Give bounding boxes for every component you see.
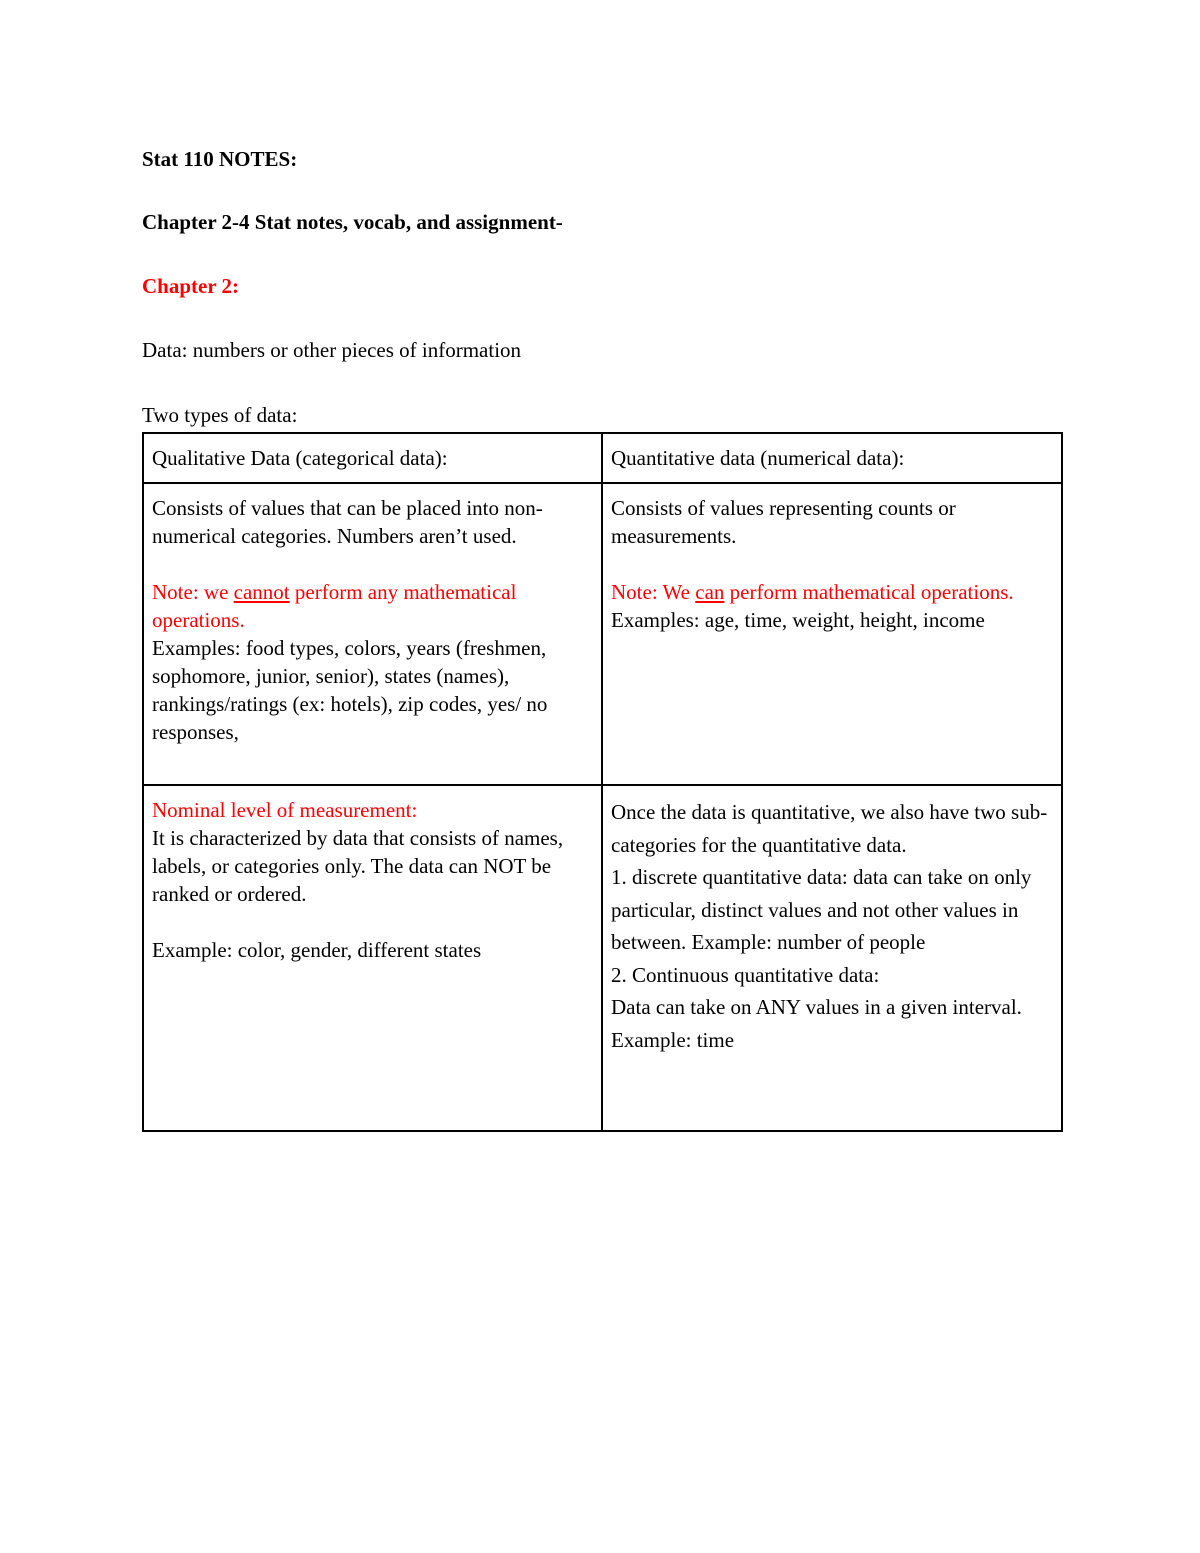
nominal-level-description: It is characterized by data that consists of names, labels, or categories only. The data can NOT be ranked or ordered. — [152, 826, 564, 906]
table-header-row — [143, 433, 1062, 483]
spacer — [152, 908, 591, 936]
nominal-level-example: Example: color, gender, different states — [152, 938, 482, 962]
data-definition: Data: numbers or other pieces of information — [142, 338, 522, 362]
qualitative-definition: Consists of values that can be placed into non-numerical categories. Numbers aren’t used. — [152, 496, 543, 548]
quantitative-examples: Examples: age, time, weight, height, income — [611, 608, 985, 632]
quantitative-subcategories-cell — [602, 785, 1062, 1131]
table-row-definitions — [143, 483, 1062, 785]
quantitative-note-emphasis: can — [695, 580, 725, 604]
quantitative-header-cell — [602, 433, 1062, 483]
chapter-heading: Chapter 2: — [142, 274, 240, 298]
quantitative-note-prefix: Note: We — [611, 580, 696, 604]
discrete-data-item: 1. discrete quantitative data: data can take on only particular, distinct values and not other values in between. Example: number of people — [611, 865, 1032, 954]
continuous-data-body: Data can take on ANY values in a given interval. — [611, 995, 1022, 1019]
continuous-data-heading: 2. Continuous quantitative data: — [611, 962, 880, 987]
quantitative-definition-cell — [602, 483, 1062, 785]
qualitative-examples: Examples: food types, colors, years (freshmen, sophomore, junior, senior), states (names), rankings/ratings (ex: hotels), zip codes, yes/ no responses, — [152, 636, 548, 744]
qualitative-note — [152, 578, 591, 634]
spacer — [152, 550, 591, 578]
quantitative-note — [611, 578, 1051, 606]
data-types-table — [142, 432, 1063, 1132]
table-row-levels — [143, 785, 1062, 1131]
document-subtitle: Chapter 2-4 Stat notes, vocab, and assignment- — [142, 210, 563, 234]
spacer — [611, 550, 1051, 578]
quantitative-definition: Consists of values representing counts or measurements. — [611, 496, 956, 548]
continuous-data-example: Example: time — [611, 1027, 735, 1052]
qualitative-note-prefix: Note: we — [152, 580, 234, 604]
qualitative-header: Qualitative Data (categorical data): — [152, 446, 448, 470]
nominal-level-cell — [143, 785, 602, 1131]
document-title: Stat 110 NOTES: — [142, 147, 298, 171]
nominal-level-heading: Nominal level of measurement: — [152, 798, 418, 822]
types-intro: Two types of data: — [142, 403, 298, 427]
qualitative-header-cell — [143, 433, 602, 483]
qualitative-note-suffix: perform any mathematical operations. — [152, 580, 517, 632]
qualitative-definition-cell — [143, 483, 602, 785]
quantitative-header: Quantitative data (numerical data): — [611, 446, 905, 470]
quantitative-note-suffix: perform mathematical operations. — [724, 580, 1014, 604]
qualitative-note-emphasis: cannot — [233, 580, 290, 604]
subcategories-intro: Once the data is quantitative, we also have two sub-categories for the quantitative data. — [611, 800, 1048, 857]
